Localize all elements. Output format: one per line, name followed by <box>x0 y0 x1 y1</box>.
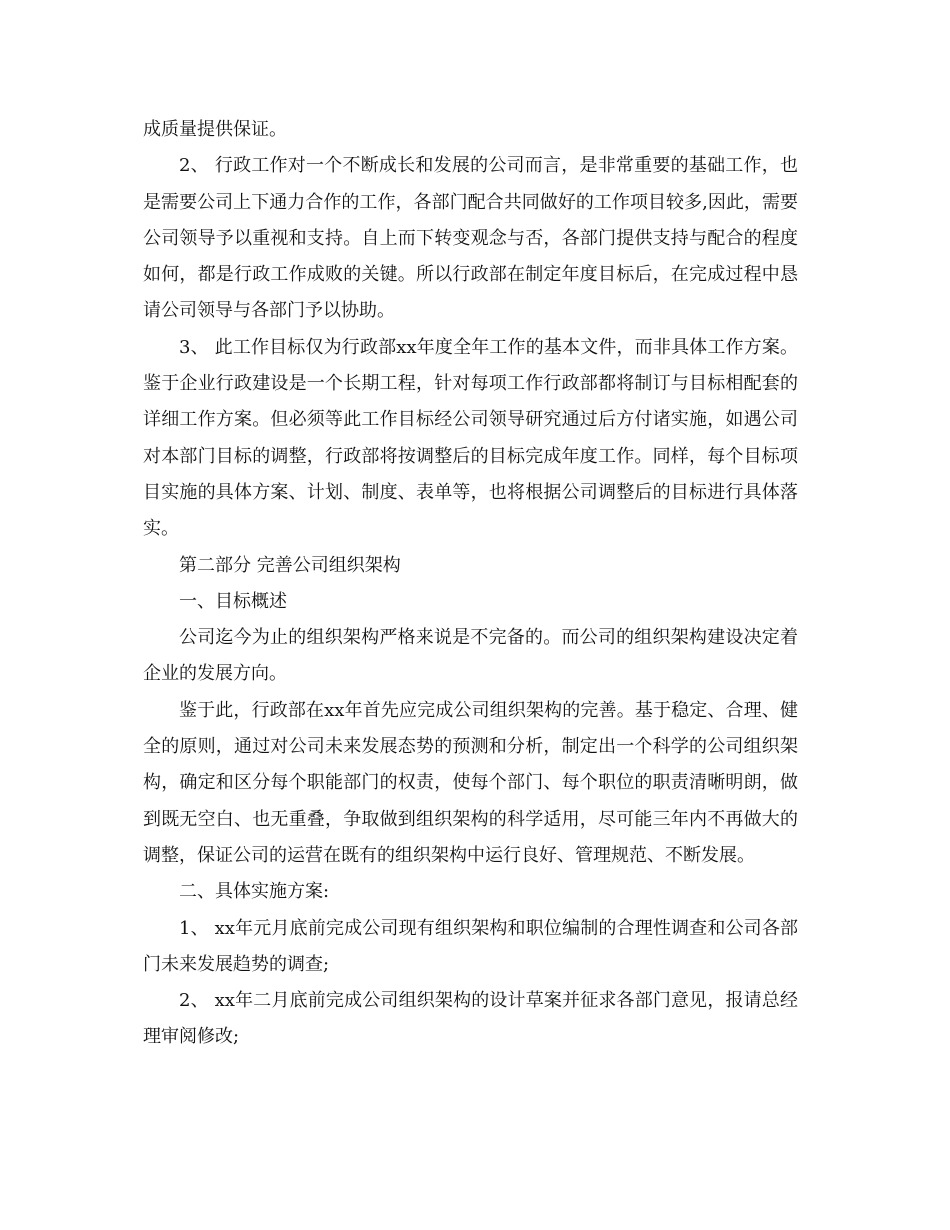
list-item: 1、 xx年元月底前完成公司现有组织架构和职位编制的合理性调查和公司各部门未来发展趋势的调查; <box>143 917 798 975</box>
paragraph: 3、 此工作目标仅为行政部xx年度全年工作的基本文件，而非具体工作方案。鉴于企业行政建设是一个长期工程，针对每项工作行政部都将制订与目标相配套的详细工作方案。但必须等此工作目标经公司领导研究通过后方付诸实施，如遇公司对本部门目标的调整，行政部将按调整后的目标完成年度工作。同样，每个目标项目实施的具体方案、计划、制度、表单等，也将根据公司调整后的目标进行具体落实。 <box>143 336 798 540</box>
section-heading: 第二部分 完善公司组织架构 <box>179 554 401 576</box>
subsection-heading: 一、目标概述 <box>179 590 287 612</box>
paragraph: 公司迄今为止的组织架构严格来说是不完备的。而公司的组织架构建设决定着企业的发展方向。 <box>143 627 798 685</box>
subsection-heading: 二、具体实施方案: <box>179 881 330 903</box>
paragraph: 成质量提供保证。 <box>143 119 287 140</box>
paragraph: 鉴于此，行政部在xx年首先应完成公司组织架构的完善。基于稳定、合理、健全的原则，通过对公司未来发展态势的预测和分析，制定出一个科学的公司组织架构，确定和区分每个职能部门的权责，使每个部门、每个职位的职责清晰明朗，做到既无空白、也无重叠，争取做到组织架构的科学适用，尽可能三年内不再做大的调整，保证公司的运营在既有的组织架构中运行良好、管理规范、不断发展。 <box>143 699 798 866</box>
document-body <box>143 112 798 1056</box>
list-item: 2、 xx年二月底前完成公司组织架构的设计草案并征求各部门意见，报请总经理审阅修改; <box>143 990 798 1048</box>
paragraph: 2、 行政工作对一个不断成长和发展的公司而言，是非常重要的基础工作，也是需要公司上下通力合作的工作，各部门配合共同做好的工作项目较多,因此，需要公司领导予以重视和支持。自上而下转变观念与否，各部门提供支持与配合的程度如何，都是行政工作成败的关键。所以行政部在制定年度目标后，在完成过程中恳请公司领导与各部门予以协助。 <box>143 155 798 322</box>
